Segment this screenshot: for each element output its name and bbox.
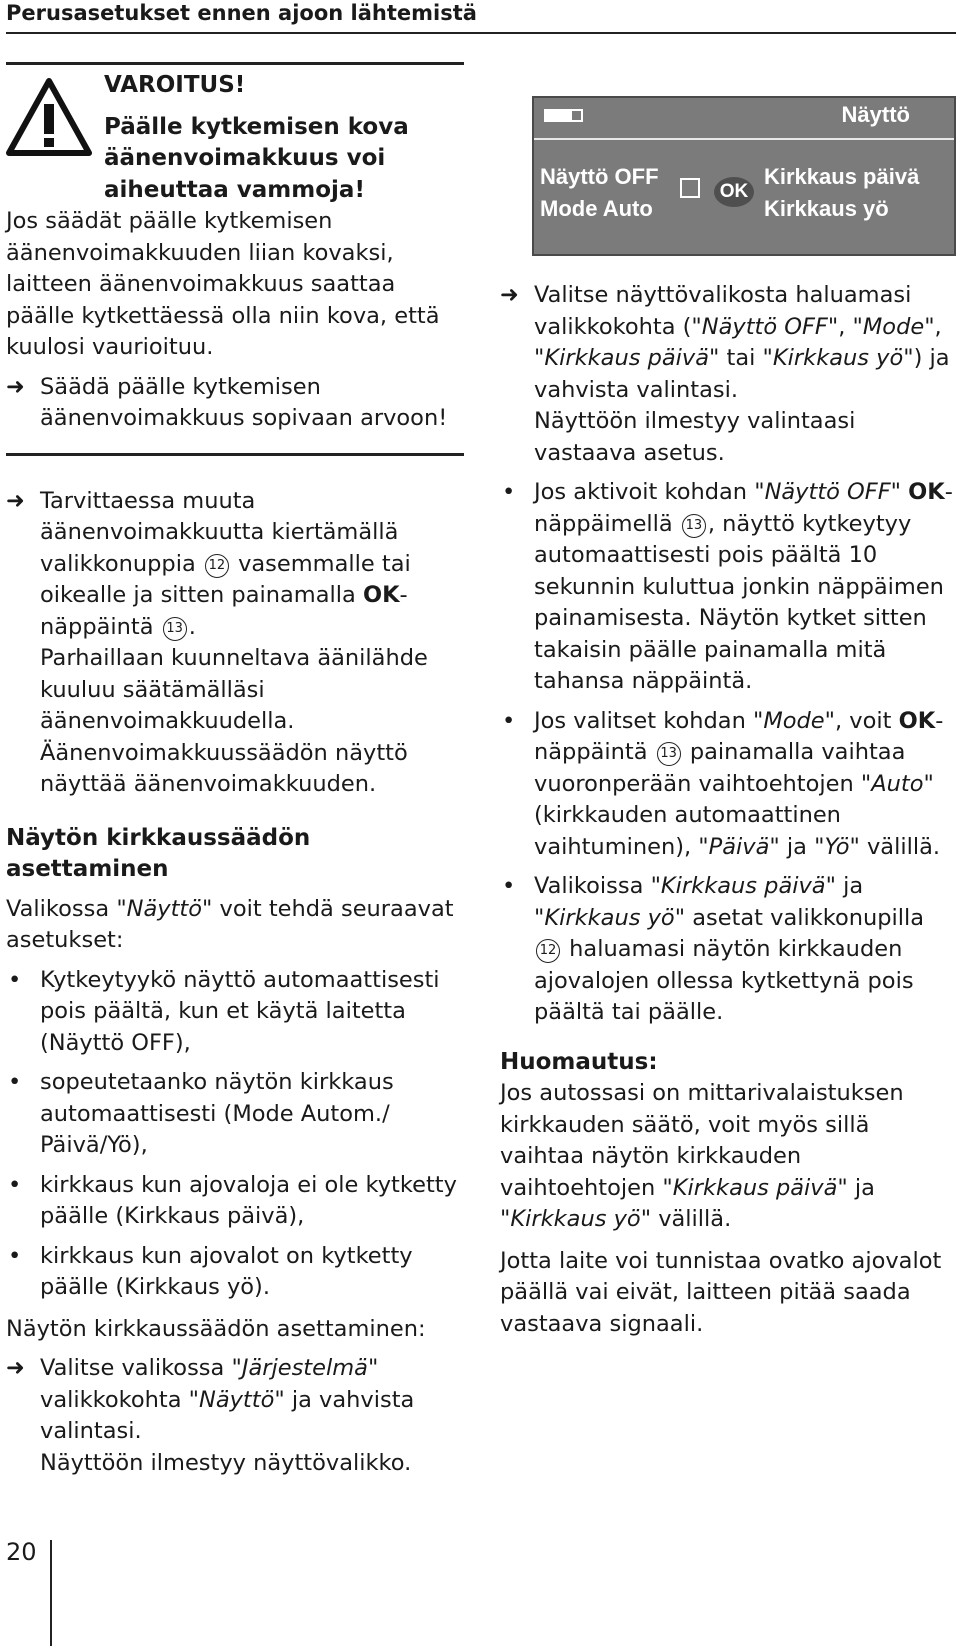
step2-text-a: Valitse valikossa " [40,1355,242,1381]
warning-title: VAROITUS! [104,72,246,98]
intro-text-b: " voit tehdä seuraavat asetukset: [6,895,454,953]
settings-bullet-text: sopeutetaanko näytön kirkkaus automaattisesti (Mode Autom./ Päivä/Yö), [40,1069,394,1158]
b3-i2: Kirkkaus yö [544,904,675,931]
step2-text-b: " valikkokohta " [40,1355,379,1413]
control-number-13: 13 [657,742,681,766]
display-menu-step [500,280,956,469]
volume-step-text-c: -näppäintä [40,582,408,640]
howto-heading: Näytön kirkkaussäädön asettaminen: [6,1315,426,1342]
ok-key-label: OK [362,582,400,608]
b2-a: Jos valitset kohdan " [534,707,764,734]
note-b: " ja " [500,1174,875,1232]
display-menu-panel [532,96,956,256]
system-menu-step-note: Näyttöön ilmestyy näyttövalikko. [40,1449,412,1476]
b2-e: " (kirkkauden automaattinen vaihtuminen), " [534,770,934,860]
step-text-a: Valitse näyttövalikosta haluamasi valikkokohta (" [534,282,912,340]
settings-bullet-text: kirkkaus kun ajovaloja ei ole kytketty päälle (Kirkkaus päivä), [40,1171,457,1229]
note-c: " välillä. [640,1206,732,1232]
step2-item: Näyttö [199,1386,275,1413]
note-text-2: Jotta laite voi tunnistaa ovatko ajovalot päällä vai eivät, laitteen pitää saada vastaava signaali. [500,1247,942,1337]
settings-bullet-text: Kytkeytyykö näyttö automaattisesti pois päältä, kun et käytä laitetta (Näyttö OFF), [40,966,440,1056]
header-rule [6,32,956,34]
menu-item-mode-auto[interactable]: Mode Auto [540,196,653,221]
b3-c: " asetat valikkonupilla [674,904,925,931]
note-i1: Kirkkaus päivä [672,1174,838,1201]
step2-text-c: " ja vahvista valintasi. [40,1386,415,1444]
warning-action [6,372,464,435]
b2-b: ", voit [824,707,892,734]
ok-key-label: OK [908,479,945,505]
control-number-12: 12 [205,554,229,578]
option-bullet-mode [500,706,956,864]
b2-i: Mode [763,707,825,734]
settings-bullet [6,1170,464,1233]
volume-step-note: Parhaillaan kuunneltava äänilähde kuuluu säätämälläsi äänenvoimakkuudella. Äänenvoimakkuussäädön näyttö näyttää äänenvoimakkuuden. [40,645,428,797]
step-text-c: ", " [534,313,942,371]
option-bullet-display-off [500,477,956,698]
display-menu-step-note: Näyttöön ilmestyy valintaasi vastaava asetus. [534,408,856,466]
b1-i: Näyttö OFF [764,479,891,505]
note-i2: Kirkkaus yö [510,1206,641,1232]
panel-title: Näyttö [841,102,910,127]
settings-bullet [6,1241,464,1304]
step2-menu: Järjestelmä [241,1355,368,1381]
arrow-icon: ➜ [500,282,519,308]
bullet-icon: • [8,1171,22,1198]
page-indicator-icon [557,109,570,122]
menu-item-brightness-night[interactable]: Kirkkaus yö [764,196,889,221]
control-number-13: 13 [163,617,187,641]
b3-d: haluamasi näytön kirkkauden ajovalojen ollessa kytkettynä pois päältä tai päälle. [534,936,914,1025]
bullet-icon: • [502,479,516,505]
b3-b: " ja " [534,873,864,931]
warning-box [6,66,464,453]
page-indicator-icon [544,109,557,122]
intro-text-a: Valikossa " [6,895,127,922]
page-number: 20 [6,1538,37,1566]
volume-step-text-b: vasemmalle tai oikealle ja sitten painamalla [40,550,411,608]
step-text-b: ", " [827,313,863,340]
warning-triangle-icon [6,78,92,156]
option-bullet-brightness [500,871,956,1029]
bullet-icon: • [502,873,516,899]
panel-title-bar [534,98,954,140]
settings-bullet [6,1067,464,1162]
volume-step-text-a: Tarvittaessa muuta äänenvoimakkuutta kiertämällä valikkonuppia [40,487,399,577]
bullet-icon: • [8,1069,22,1095]
ok-key-label: OK [898,707,936,734]
intro-menu-name: Näyttö [126,895,203,922]
b2-f: " ja " [769,833,825,860]
menu-item-brightness-day[interactable]: Kirkkaus päivä [764,164,920,189]
arrow-icon: ➜ [6,487,25,514]
step-item-3: Kirkkaus päivä [544,345,710,371]
note-a: Jos autossasi on mittarivalaistuksen kirkkauden säätö, voit myös sillä vaihtaa näytön kirkkauden vaihtoehtojen " [500,1080,904,1201]
control-number-12: 12 [536,939,560,963]
warning-top-rule [6,62,464,65]
note-heading: Huomautus: [500,1048,658,1075]
b2-i3: Päivä [708,833,770,860]
right-column [500,280,956,1340]
warning-bottom-rule [6,453,464,456]
left-column [6,66,464,1479]
volume-step-text-d: . [188,613,196,640]
warning-body: Jos säädät päälle kytkemisen äänenvoimakkuuden liian kovaksi, laitteen äänenvoimakkuus saattaa päälle kytkettäessä olla niin kova, että kuulosi vaurioituu. [6,208,440,360]
page-indicator-icon [570,109,583,122]
arrow-icon: ➜ [6,1355,25,1381]
b2-i4: Yö [824,833,850,860]
ok-button-icon[interactable]: OK [714,177,754,207]
settings-bullet-text: kirkkaus kun ajovalot on kytketty päälle (Kirkkaus yö). [40,1242,413,1300]
step-item-2: Mode [862,313,925,340]
b2-d: painamalla vaihtaa vuoronperään vaihtoehtojen " [534,739,906,797]
arrow-icon: ➜ [6,373,25,400]
checkbox-icon[interactable] [680,178,700,198]
step-item-4: Kirkkaus yö [772,345,904,371]
note-text [500,1078,956,1236]
system-menu-step [6,1353,464,1479]
b1-c: -näppäimellä [534,479,953,537]
bullet-icon: • [8,1242,22,1269]
b1-d: , näyttö kytkeytyy automaattisesti pois päältä 10 sekunnin kuluttua jonkin näppäimen painamisesta. Näytön kytket sitten takaisin päälle painamalla mitä tahansa näppäintä. [534,510,944,694]
b1-a: Jos aktivoit kohdan " [534,479,765,505]
footer-rule [50,1540,52,1646]
bullet-icon: • [502,707,516,734]
menu-item-display-off[interactable]: Näyttö OFF [540,164,659,189]
b1-b: " [890,479,902,505]
step-text-e: ") ja vahvista valintasi. [534,345,950,403]
settings-bullet [6,965,464,1060]
warning-subtitle: Päälle kytkemisen kova äänenvoimakkuus voi aiheuttaa vammoja! [104,113,409,203]
bullet-icon: • [8,966,22,993]
b3-i: Kirkkaus päivä [660,873,826,899]
page-header-title: Perusasetukset ennen ajoon lähtemistä [6,1,477,25]
section-intro [6,894,464,957]
b2-c: -näppäintä [534,707,944,765]
section-heading: Näytön kirkkaussäädön asettaminen [6,824,311,882]
control-number-13: 13 [682,514,706,538]
warning-action-text: Säädä päälle kytkemisen äänenvoimakkuus sopivaan arvoon! [40,373,448,431]
step-item-1: Näyttö OFF [701,313,828,340]
step-text-d: " tai " [709,345,773,371]
warning-heading [104,66,464,206]
b2-i2: Auto [871,770,924,797]
b2-g: " välillä. [849,833,941,860]
volume-step [6,486,464,801]
b3-a: Valikoissa " [534,873,661,899]
